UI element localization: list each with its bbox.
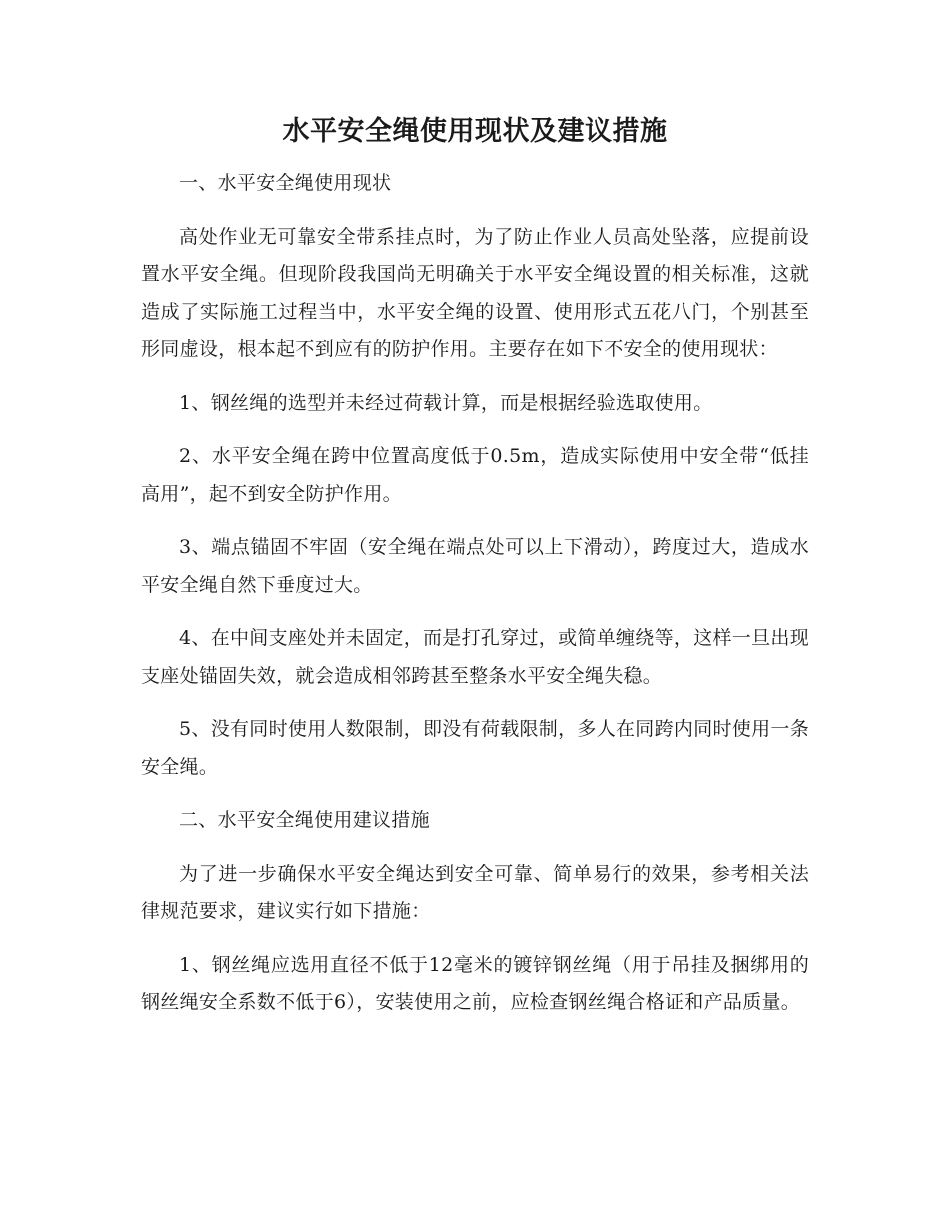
document-body — [141, 165, 809, 1038]
list-item-status-1: 1、钢丝绳的选型并未经过荷载计算，而是根据经验选取使用。 — [179, 391, 713, 414]
paragraph-status-intro: 高处作业无可靠安全带系挂点时，为了防止作业人员高处坠落，应提前设置水平安全绳。但现阶段我国尚无明确关于水平安全绳设置的相关标准，这就造成了实际施工过程当中，水平安全绳的设置、使用形式五花八门，个别甚至形同虚设，根本起不到应有的防护作用。主要存在如下不安全的使用现状： — [141, 225, 809, 360]
document-title: 水平安全绳使用现状及建议措施 — [282, 116, 668, 147]
section-heading-measures: 二、水平安全绳使用建议措施 — [179, 809, 430, 831]
list-item-measures-1: 1、钢丝绳应选用直径不低于12毫米的镀锌钢丝绳（用于吊挂及捆绑用的钢丝绳安全系数不低于6），安装使用之前，应检查钢丝绳合格证和产品质量。 — [141, 953, 809, 1013]
list-item-status-5: 5、没有同时使用人数限制，即没有荷载限制，多人在同跨内同时使用一条安全绳。 — [141, 718, 809, 778]
list-item-status-3: 3、端点锚固不牢固（安全绳在端点处可以上下滑动），跨度过大，造成水平安全绳自然下垂度过大。 — [141, 536, 809, 596]
list-item-status-4: 4、在中间支座处并未固定，而是打孔穿过，或简单缠绕等，这样一旦出现支座处锚固失效，就会造成相邻跨甚至整条水平安全绳失稳。 — [141, 627, 809, 687]
section-heading-status: 一、水平安全绳使用现状 — [179, 172, 392, 194]
paragraph-measures-intro: 为了进一步确保水平安全绳达到安全可靠、简单易行的效果，参考相关法律规范要求，建议实行如下措施： — [141, 862, 809, 922]
list-item-status-2: 2、水平安全绳在跨中位置高度低于0.5m，造成实际使用中安全带“低挂高用”，起不到安全防护作用。 — [141, 445, 809, 505]
